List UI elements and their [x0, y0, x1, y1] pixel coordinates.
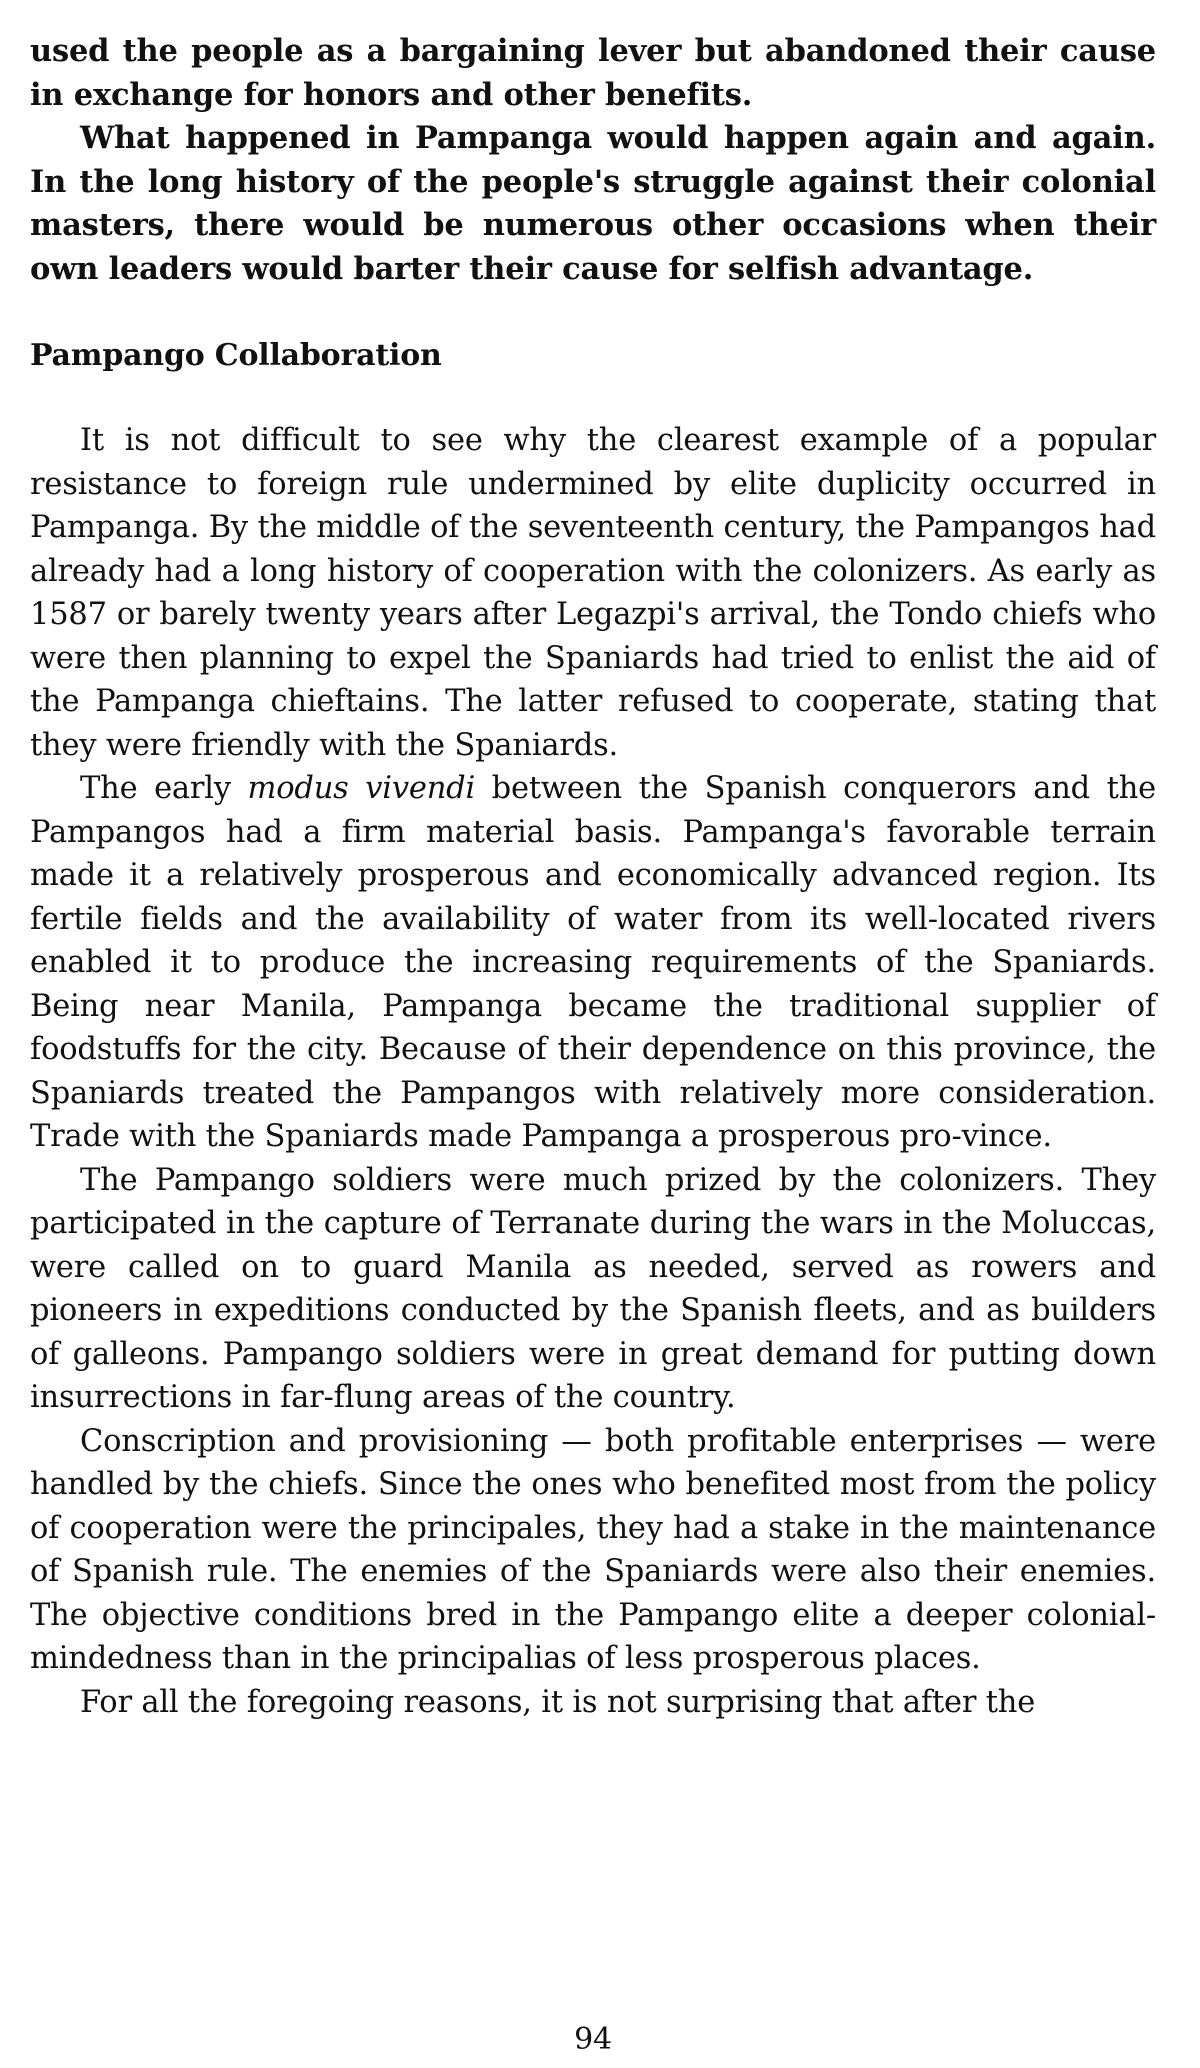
paragraph-4: Conscription and provisioning — both profitable enterprises — were handled by the chiefs. Since the ones who benefited most from the policy of cooperation were the principales, they had a stake in the maintenance of Spanish rule. The enemies of the Spaniards were also their enemies. The objective conditions bred in the Pampango elite a deeper colonial-mindedness than in the principalias of less prosperous places. — [30, 1423, 1156, 1676]
intro-paragraph: What happened in Pampanga would happen again and again. In the long history of the people's struggle against their colonial masters, there would be numerous other occasions when their own leaders would barter their cause for selfish advantage. — [30, 120, 1156, 287]
paragraph-2-after: between the Spanish conquerors and the Pampangos had a firm material basis. Pampanga's favorable terrain made it a relatively prosperous and economically advanced region. Its fertile fields and the availability of water from its well-located rivers enabled it to produce the increasing requirements of the Spaniards. Being near Manila, Pampanga became the traditional supplier of foodstuffs for the city. Because of their dependence on this province, the Spaniards treated the Pampangos with relatively more consideration. Trade with the Spaniards made Pampanga a prosperous pro-vince. — [30, 771, 1156, 1154]
paragraph-2 — [30, 767, 1156, 1159]
modus-vivendi-italic: modus vivendi — [247, 771, 476, 806]
paragraph-3: The Pampango soldiers were much prized by the colonizers. They participated in the capture of Terranate during the wars in the Moluccas, were called on to guard Manila as needed, served as rowers and pioneers in expeditions conducted by the Spanish fleets, and as builders of galleons. Pampango soldiers were in great demand for putting down insurrections in far-flung areas of the country. — [30, 1162, 1156, 1415]
opening-paragraph: used the people as a bargaining lever but abandoned their cause in exchange for honors and other benefits. — [30, 33, 1156, 113]
paragraph-2-before: The early — [80, 771, 248, 806]
page-number: 94 — [574, 2022, 612, 2057]
paragraph-5: For all the foregoing reasons, it is not surprising that after the — [80, 1684, 1036, 1720]
paragraph-1: It is not difficult to see why the clearest example of a popular resistance to foreign rule undermined by elite duplicity occurred in Pampanga. By the middle of the seventeenth century, the Pampangos had already had a long history of cooperation with the colonizers. As early as 1587 or barely twenty years after Legazpi's arrival, the Tondo chiefs who were then planning to expel the Spaniards had tried to enlist the aid of the Pampanga chieftains. The latter refused to cooperate, stating that they were friendly with the Spaniards. — [30, 423, 1156, 763]
book-page — [30, 30, 1156, 2057]
section-heading: Pampango Collaboration — [30, 338, 442, 373]
